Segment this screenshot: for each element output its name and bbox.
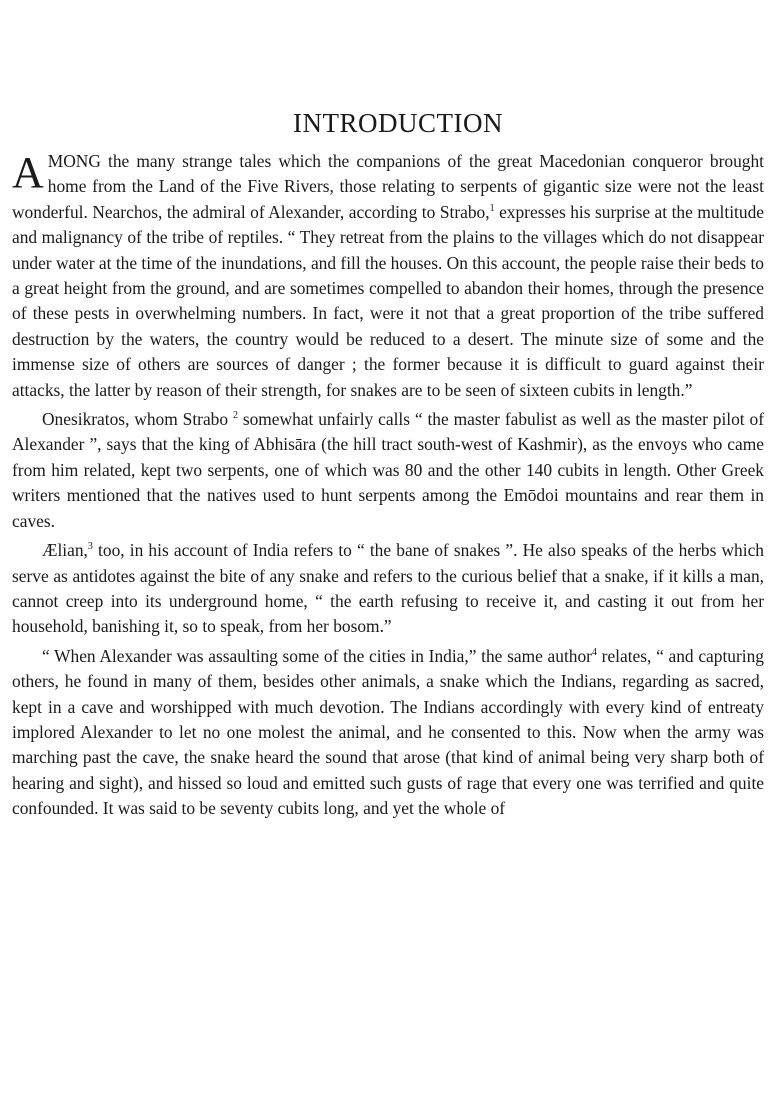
paragraph-text: Ælian,: [42, 540, 88, 561]
paragraph-text: somewhat unfairly calls “ the master fabulist as well as the master pilot of Alexander ”, says that the king of Abhisāra (the hill tract south-west of Kashmir), as the envoys who came from him related, kept two serpents, one of which was 80 and the other 140 cubits in length. Other Greek writers mentioned that the natives used to hunt serpents among the Emōdoi mountains and rear them in caves.: [12, 409, 764, 531]
paragraph-text: “ When Alexander was assaulting some of the cities in India,” the same author: [42, 645, 592, 666]
document-page: [12, 108, 764, 826]
footnote-marker: 1: [489, 203, 495, 215]
paragraph-text: too, in his account of India refers to “ the bane of snakes ”. He also speaks of the herbs which serve as antidotes against the bite of any snake and refers to the curious belief that a snake, if it kills a man, cannot creep into its underground home, “ the earth refusing to receive it, and casting it out from her household, banishing it, so to speak, from her bosom.”: [12, 540, 764, 637]
paragraph-text: relates, “ and capturing others, he found in many of them, besides other animals, a snake which the Indians, regarding as sacred, kept in a cave and worshipped with much devotion. The Indians accordingly with every kind of entreaty implored Alexander to let no one molest the animal, and he consented to this. Now when the army was marching past the cave, the snake heard the sound that arose (that kind of animal being very sharp both of hearing and sight), and hissed so loud and emitted such gusts of rage that every one was terrified and quite confounded. It was said to be seventy cubits long, and yet the whole of: [12, 645, 764, 819]
body-text: [12, 149, 764, 822]
footnote-marker: 2: [232, 410, 238, 422]
drop-cap: A: [12, 148, 44, 197]
footnote-marker: 4: [591, 646, 597, 658]
paragraph: [12, 149, 764, 403]
paragraph: [12, 538, 764, 640]
paragraph: [12, 644, 764, 822]
footnote-marker: 3: [87, 541, 93, 553]
paragraph-text: MONG the many strange tales which the companions of the great Macedonian conqueror brought home from the Land of the Five Rivers, those relating to serpents of gigantic size were not the least wonderful. Nearchos, the admiral of Alexander, according to Strabo,: [12, 151, 764, 222]
paragraph-text: expresses his surprise at the multitude and malignancy of the tribe of reptiles. “ They retreat from the plains to the villages which do not disappear under water at the time of the inundations, and fill the houses. On this account, the people raise their beds to a great height from the ground, and are sometimes compelled to abandon their homes, through the presence of these pests in overwhelming numbers. In fact, were it not that a great proportion of the tribe suffered destruction by the waters, the country would be reduced to a desert. The minute size of some and the immense size of others are sources of danger ; the former because it is difficult to guard against their attacks, the latter by reason of their strength, for snakes are to be seen of sixteen cubits in length.”: [12, 201, 764, 400]
paragraph: [12, 407, 764, 534]
paragraph-text: Onesikratos, whom Strabo: [42, 409, 233, 430]
page-title: INTRODUCTION: [293, 108, 503, 138]
